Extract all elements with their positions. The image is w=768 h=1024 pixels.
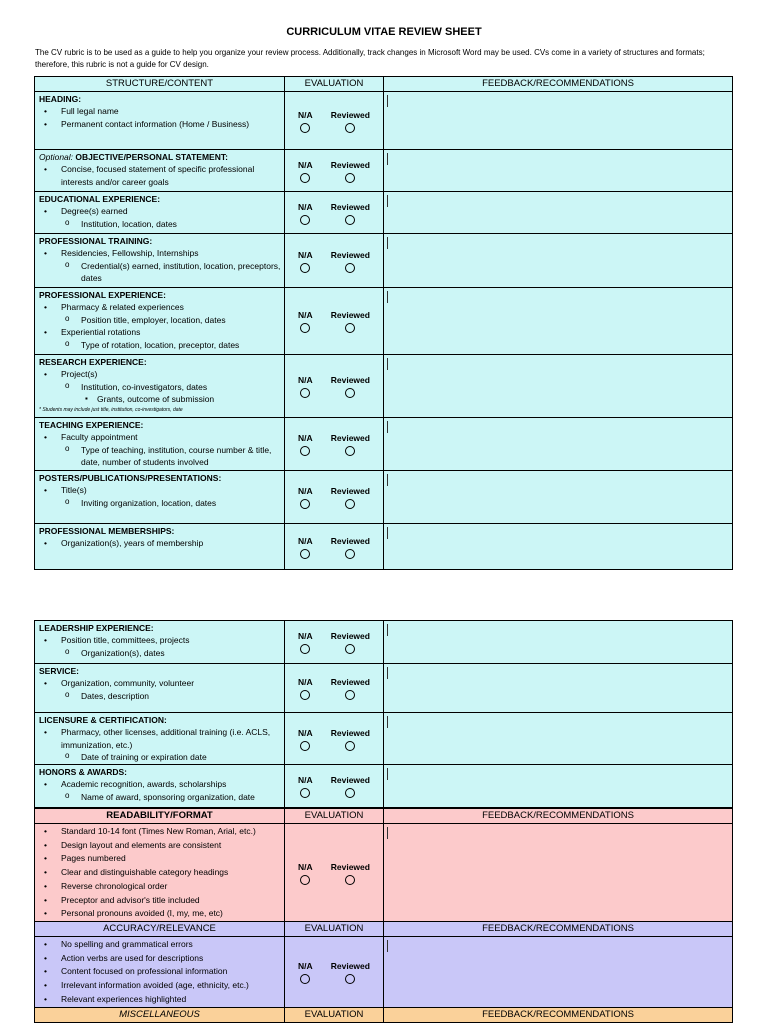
section-items xyxy=(35,726,284,764)
na-option-label: N/A xyxy=(298,486,313,496)
na-option-label: N/A xyxy=(298,727,313,738)
na-option xyxy=(298,676,313,700)
header-misc: MISCELLANEOUS xyxy=(35,1007,285,1022)
header-evaluation-readability: EVALUATION xyxy=(285,809,384,824)
section-item: • Permanent contact information (Home / Business) xyxy=(35,118,284,131)
section-education xyxy=(35,192,285,234)
section-leadership-feedback-field[interactable] xyxy=(384,621,733,664)
na-option-label: N/A xyxy=(298,960,313,971)
section-item: • Pharmacy, other licenses, additional training (i.e. ACLS, immunization, etc.) xyxy=(35,726,284,751)
evaluation-options xyxy=(285,630,383,654)
accuracy-evaluation-cell xyxy=(285,937,384,1008)
reviewed-option xyxy=(331,630,370,654)
section-row xyxy=(35,150,733,192)
na-option-label: N/A xyxy=(298,375,313,385)
evaluation-options xyxy=(285,861,383,885)
reviewed-option-radio[interactable] xyxy=(345,263,355,273)
section-row xyxy=(35,92,733,150)
section-item: * Students may include just title, institution, co-investigators, date xyxy=(39,406,183,413)
section-item: • Title(s) xyxy=(35,484,284,497)
section-item: • Faculty appointment xyxy=(35,431,284,444)
section-honors-feedback-field[interactable] xyxy=(384,765,733,808)
section-memberships-evaluation-cell xyxy=(285,524,384,570)
section-row xyxy=(35,524,733,570)
reviewed-option xyxy=(331,727,370,751)
section-memberships xyxy=(35,524,285,570)
header-evaluation-accuracy: EVALUATION xyxy=(285,922,384,937)
evaluation-options xyxy=(285,774,383,798)
na-option xyxy=(298,109,313,133)
section-training-feedback-field[interactable] xyxy=(384,234,733,288)
section-item: o Dates, description xyxy=(35,690,284,703)
accuracy-item: • Irrelevant information avoided (age, ethnicity, etc.) xyxy=(35,979,284,993)
section-item: ▪ Grants, outcome of submission xyxy=(35,393,284,406)
text-cursor xyxy=(387,237,388,249)
na-option-radio[interactable] xyxy=(300,875,310,885)
text-cursor xyxy=(387,827,388,839)
section-objective xyxy=(35,150,285,192)
readability-item: • Pages numbered xyxy=(35,852,284,866)
text-cursor xyxy=(387,527,388,539)
text-cursor xyxy=(387,153,388,165)
evaluation-options xyxy=(285,432,383,456)
section-heading: POSTERS/PUBLICATIONS/PRESENTATIONS: xyxy=(39,473,222,483)
na-option-label: N/A xyxy=(298,310,313,320)
header-accuracy: ACCURACY/RELEVANCE xyxy=(35,922,285,937)
reviewed-option-label: Reviewed xyxy=(330,775,370,785)
section-item: o Inviting organization, location, dates xyxy=(35,497,284,510)
section-heading: LICENSURE & CERTIFICATION: xyxy=(39,715,167,725)
na-option-radio[interactable] xyxy=(300,215,310,225)
na-option-radio[interactable] xyxy=(300,644,310,654)
readability-row xyxy=(35,824,733,922)
section-item: o Institution, location, dates xyxy=(35,218,284,231)
accuracy-item: • Content focused on professional information xyxy=(35,965,284,979)
readability-evaluation-cell xyxy=(285,824,384,922)
reviewed-option xyxy=(331,249,370,273)
na-option xyxy=(298,960,313,984)
evaluation-options xyxy=(285,485,383,509)
section-row xyxy=(35,418,733,471)
section-teaching-feedback-field[interactable] xyxy=(384,418,733,471)
section-research-evaluation-cell xyxy=(285,355,384,418)
na-option-radio[interactable] xyxy=(300,263,310,273)
text-cursor xyxy=(387,291,388,303)
na-option-radio[interactable] xyxy=(300,549,310,559)
na-option-radio[interactable] xyxy=(300,173,310,183)
section-row xyxy=(35,713,733,765)
section-heading: SERVICE: xyxy=(39,666,79,676)
reviewed-option-label: Reviewed xyxy=(330,861,370,872)
na-option xyxy=(298,727,313,751)
accuracy-items-cell xyxy=(35,937,285,1008)
section-items xyxy=(35,431,284,469)
section-objective-feedback-field[interactable] xyxy=(384,150,733,192)
section-research xyxy=(35,355,285,418)
section-row xyxy=(35,664,733,713)
reviewed-option xyxy=(331,432,370,456)
section-items xyxy=(35,247,284,285)
readability-item: • Design layout and elements are consistent xyxy=(35,839,284,853)
readability-item: • Reverse chronological order xyxy=(35,880,284,894)
reviewed-option-radio[interactable] xyxy=(345,173,355,183)
section-heading: PROFESSIONAL EXPERIENCE: xyxy=(39,290,166,300)
reviewed-option xyxy=(331,676,370,700)
na-option-label: N/A xyxy=(298,249,313,260)
reviewed-option-label: Reviewed xyxy=(330,159,370,170)
reviewed-option xyxy=(331,309,370,333)
section-row xyxy=(35,765,733,808)
section-training-evaluation-cell xyxy=(285,234,384,288)
reviewed-option-radio[interactable] xyxy=(345,446,355,456)
reviewed-option-radio[interactable] xyxy=(345,974,355,984)
header-evaluation: EVALUATION xyxy=(285,77,384,92)
readability-items xyxy=(35,825,284,921)
evaluation-options xyxy=(285,309,383,333)
section-education-evaluation-cell xyxy=(285,192,384,234)
section-item: • Experiential rotations xyxy=(35,326,284,339)
section-heading xyxy=(35,92,285,150)
section-item: o Credential(s) earned, institution, location, preceptors, dates xyxy=(35,260,284,285)
reviewed-option-radio[interactable] xyxy=(345,549,355,559)
section-item: o Organization(s), dates xyxy=(35,647,284,660)
section-honors xyxy=(35,765,285,808)
section-leadership xyxy=(35,621,285,664)
text-cursor xyxy=(387,716,388,728)
evaluation-options xyxy=(285,249,383,273)
section-item: • Organization(s), years of membership xyxy=(35,537,284,550)
section-item: • Academic recognition, awards, scholarships xyxy=(35,778,284,791)
evaluation-options xyxy=(285,109,383,133)
na-option-label: N/A xyxy=(298,775,313,785)
section-teaching-evaluation-cell xyxy=(285,418,384,471)
readability-item: • Standard 10-14 font (Times New Roman, Arial, etc.) xyxy=(35,825,284,839)
section-heading: HONORS & AWARDS: xyxy=(39,767,127,777)
na-option-label: N/A xyxy=(298,535,313,546)
section-item: o Type of teaching, institution, course number & title, date, number of students involved xyxy=(35,444,284,469)
text-cursor xyxy=(387,940,388,952)
reviewed-option xyxy=(331,159,370,183)
readability-item: • Personal pronouns avoided (I, my, me, etc) xyxy=(35,907,284,921)
na-option xyxy=(298,159,313,183)
na-option-radio[interactable] xyxy=(300,123,310,133)
section-item: • Concise, focused statement of specific professional interests and/or career goals xyxy=(35,163,284,188)
section-item: o Type of rotation, location, preceptor, dates xyxy=(35,339,284,352)
section-heading: PROFESSIONAL TRAINING: xyxy=(39,236,153,246)
reviewed-option-radio[interactable] xyxy=(345,741,355,751)
section-experience xyxy=(35,288,285,355)
section-heading: TEACHING EXPERIENCE: xyxy=(39,420,144,430)
reviewed-option-radio[interactable] xyxy=(345,323,355,333)
na-option-label: N/A xyxy=(298,433,313,443)
na-option xyxy=(298,535,313,559)
format-tables xyxy=(34,808,733,1023)
section-licensure-evaluation-cell xyxy=(285,713,384,765)
section-row xyxy=(35,355,733,418)
na-option xyxy=(298,432,313,456)
section-research-feedback-field[interactable] xyxy=(384,355,733,418)
na-option-label: N/A xyxy=(298,159,313,170)
section-items xyxy=(35,778,284,803)
section-item: • Project(s) xyxy=(35,368,284,381)
na-option-label: N/A xyxy=(298,677,313,687)
section-service xyxy=(35,664,285,713)
intro-text: The CV rubric is to be used as a guide to help you organize your review process. Additionally, track changes in Microsoft Word may be used. CVs come in a variety of structures and formats; therefore, this rubric is not a guide for CV design. xyxy=(35,48,705,69)
section-item: • Full legal name xyxy=(35,105,284,118)
reviewed-option-label: Reviewed xyxy=(330,535,370,546)
header-evaluation-misc: EVALUATION xyxy=(285,1007,384,1022)
na-option xyxy=(298,201,313,225)
na-option-radio[interactable] xyxy=(300,788,310,798)
section-item: o Position title, employer, location, dates xyxy=(35,314,284,327)
section-item: o Institution, co-investigators, dates xyxy=(35,381,284,394)
reviewed-option-radio[interactable] xyxy=(345,499,355,509)
reviewed-option-label: Reviewed xyxy=(330,375,370,385)
reviewed-option xyxy=(331,109,370,133)
reviewed-option-label: Reviewed xyxy=(330,109,370,120)
section-experience-feedback-field[interactable] xyxy=(384,288,733,355)
section-posters xyxy=(35,471,285,524)
section-posters-evaluation-cell xyxy=(285,471,384,524)
evaluation-options xyxy=(285,374,383,398)
reviewed-option xyxy=(331,535,370,559)
evaluation-options xyxy=(285,201,383,225)
section-items xyxy=(35,301,284,351)
section-item: • Position title, committees, projects xyxy=(35,634,284,647)
na-option xyxy=(298,630,313,654)
accuracy-item: • Relevant experiences highlighted xyxy=(35,993,284,1007)
section-heading: LEADERSHIP EXPERIENCE: xyxy=(39,623,154,633)
reviewed-option-radio[interactable] xyxy=(345,123,355,133)
reviewed-option-label: Reviewed xyxy=(330,201,370,212)
na-option xyxy=(298,861,313,885)
section-items xyxy=(35,105,284,130)
section-leadership-evaluation-cell xyxy=(285,621,384,664)
text-cursor xyxy=(387,421,388,433)
reviewed-option xyxy=(331,960,370,984)
reviewed-option-radio[interactable] xyxy=(345,690,355,700)
reviewed-option-radio[interactable] xyxy=(345,644,355,654)
readability-item: • Preceptor and advisor's title included xyxy=(35,894,284,908)
na-option-radio[interactable] xyxy=(300,741,310,751)
section-licensure xyxy=(35,713,285,765)
na-option-radio[interactable] xyxy=(300,388,310,398)
section-items xyxy=(35,484,284,509)
na-option-label: N/A xyxy=(298,861,313,872)
reviewed-option-radio[interactable] xyxy=(345,788,355,798)
review-table-page1 xyxy=(34,76,733,570)
section-objective-evaluation-cell xyxy=(285,150,384,192)
section-heading: PROFESSIONAL MEMBERSHIPS: xyxy=(39,526,175,536)
text-cursor xyxy=(387,358,388,370)
section-row xyxy=(35,471,733,524)
reviewed-option xyxy=(331,374,370,398)
reviewed-option-label: Reviewed xyxy=(330,249,370,260)
section-service-evaluation-cell xyxy=(285,664,384,713)
section-items xyxy=(35,205,284,230)
section-memberships-feedback-field[interactable] xyxy=(384,524,733,570)
na-option-label: N/A xyxy=(298,631,313,641)
na-option-label: N/A xyxy=(298,109,313,120)
section-items xyxy=(35,634,284,659)
section-posters-feedback-field[interactable] xyxy=(384,471,733,524)
section-row xyxy=(35,192,733,234)
section-item: • Residencies, Fellowship, Internships xyxy=(35,247,284,260)
page-title: CURRICULUM VITAE REVIEW SHEET xyxy=(286,26,482,38)
reviewed-option-label: Reviewed xyxy=(330,631,370,641)
na-option xyxy=(298,485,313,509)
reviewed-option-radio[interactable] xyxy=(345,875,355,885)
section-heading-evaluation-cell xyxy=(285,92,384,150)
text-cursor xyxy=(387,768,388,780)
text-cursor xyxy=(387,667,388,679)
reviewed-option xyxy=(331,774,370,798)
reviewed-option-label: Reviewed xyxy=(330,677,370,687)
section-items xyxy=(35,537,284,550)
header-feedback-readability: FEEDBACK/RECOMMENDATIONS xyxy=(384,809,733,824)
readability-feedback-field[interactable] xyxy=(384,824,733,922)
section-heading: RESEARCH EXPERIENCE: xyxy=(39,357,147,367)
section-item: o Date of training or expiration date xyxy=(35,751,284,764)
section-items xyxy=(35,677,284,702)
reviewed-option xyxy=(331,485,370,509)
accuracy-item: • Action verbs are used for descriptions xyxy=(35,952,284,966)
section-item: • Organization, community, volunteer xyxy=(35,677,284,690)
reviewed-option-label: Reviewed xyxy=(330,310,370,320)
na-option-radio[interactable] xyxy=(300,499,310,509)
evaluation-options xyxy=(285,727,383,751)
reviewed-option-label: Reviewed xyxy=(330,486,370,496)
reviewed-option-radio[interactable] xyxy=(345,215,355,225)
na-option xyxy=(298,774,313,798)
header-structure: STRUCTURE/CONTENT xyxy=(35,77,285,92)
section-heading: HEADING: xyxy=(39,94,82,104)
readability-items-cell xyxy=(35,824,285,922)
evaluation-options xyxy=(285,676,383,700)
section-row xyxy=(35,234,733,288)
header-readability: READABILITY/FORMAT xyxy=(35,809,285,824)
section-row xyxy=(35,288,733,355)
section-item: • Degree(s) earned xyxy=(35,205,284,218)
evaluation-options xyxy=(285,960,383,984)
evaluation-options xyxy=(285,535,383,559)
na-option-label: N/A xyxy=(298,201,313,212)
section-heading: Optional: OBJECTIVE/PERSONAL STATEMENT: xyxy=(39,152,228,162)
section-heading-feedback-field[interactable] xyxy=(384,92,733,150)
section-honors-evaluation-cell xyxy=(285,765,384,808)
reviewed-option-label: Reviewed xyxy=(330,727,370,738)
section-service-feedback-field[interactable] xyxy=(384,664,733,713)
section-items xyxy=(35,368,284,414)
section-items xyxy=(35,163,284,188)
na-option-radio[interactable] xyxy=(300,690,310,700)
reviewed-option-label: Reviewed xyxy=(330,960,370,971)
reviewed-option xyxy=(331,861,370,885)
text-cursor xyxy=(387,95,388,107)
section-experience-evaluation-cell xyxy=(285,288,384,355)
na-option-radio[interactable] xyxy=(300,323,310,333)
reviewed-option-radio[interactable] xyxy=(345,388,355,398)
accuracy-feedback-field[interactable] xyxy=(384,937,733,1008)
accuracy-row xyxy=(35,937,733,1008)
na-option xyxy=(298,374,313,398)
section-licensure-feedback-field[interactable] xyxy=(384,713,733,765)
header-feedback: FEEDBACK/RECOMMENDATIONS xyxy=(384,77,733,92)
header-feedback-accuracy: FEEDBACK/RECOMMENDATIONS xyxy=(384,922,733,937)
evaluation-options xyxy=(285,159,383,183)
header-feedback-misc: FEEDBACK/RECOMMENDATIONS xyxy=(384,1007,733,1022)
text-cursor xyxy=(387,195,388,207)
na-option xyxy=(298,249,313,273)
na-option xyxy=(298,309,313,333)
section-heading: EDUCATIONAL EXPERIENCE: xyxy=(39,194,161,204)
text-cursor xyxy=(387,624,388,636)
na-option-radio[interactable] xyxy=(300,446,310,456)
review-table-page2 xyxy=(34,620,733,808)
section-training xyxy=(35,234,285,288)
optional-label: Optional: xyxy=(39,152,74,162)
reviewed-option xyxy=(331,201,370,225)
section-row xyxy=(35,621,733,664)
accuracy-item: • No spelling and grammatical errors xyxy=(35,938,284,952)
readability-item: • Clear and distinguishable category headings xyxy=(35,866,284,880)
text-cursor xyxy=(387,474,388,486)
reviewed-option-label: Reviewed xyxy=(330,433,370,443)
section-item: • Pharmacy & related experiences xyxy=(35,301,284,314)
section-education-feedback-field[interactable] xyxy=(384,192,733,234)
section-teaching xyxy=(35,418,285,471)
na-option-radio[interactable] xyxy=(300,974,310,984)
section-item: o Name of award, sponsoring organization, date xyxy=(35,791,284,804)
accuracy-items xyxy=(35,938,284,1007)
